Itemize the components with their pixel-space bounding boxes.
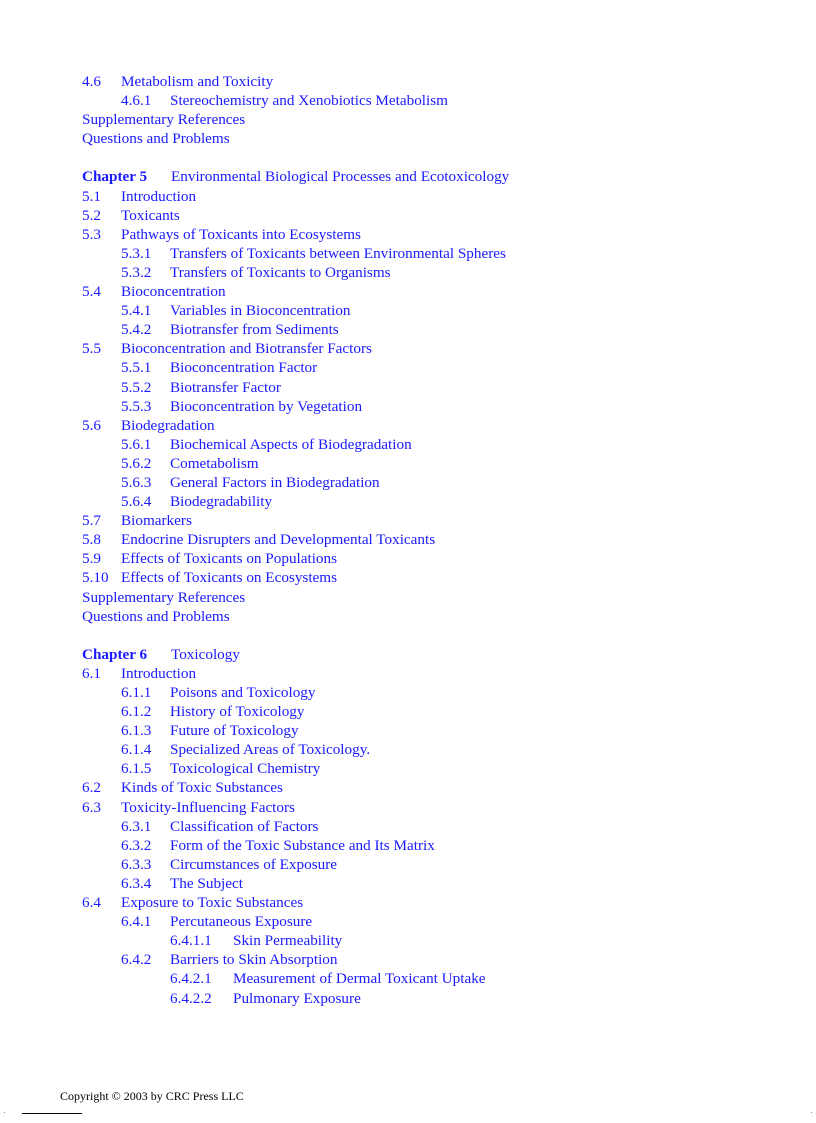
toc-chapter-heading[interactable] [82,167,782,186]
toc-entry-number: 5.9 [82,550,101,568]
toc-entry-title: History of Toxicology [170,703,305,721]
toc-section-link[interactable] [82,72,782,91]
toc-entry-number: 6.1 [82,664,101,682]
toc-entry-number: 6.3.2 [121,836,152,854]
toc-entry-title: Specialized Areas of Toxicology. [170,741,371,759]
toc-subsection-link[interactable] [82,740,782,759]
toc-subsection-link[interactable] [82,492,782,511]
toc-entry-title: Transfers of Toxicants between Environmental Spheres [170,244,506,262]
toc-entry-number: Chapter 6 [82,645,148,663]
toc-subsection-link[interactable] [82,912,782,931]
copyright-footer: Copyright © 2003 by CRC Press LLC [60,1089,244,1103]
toc-entry-number: 6.2 [82,779,101,797]
toc-subsection-link[interactable] [82,358,782,377]
toc-entry-title: Questions and Problems [82,607,230,625]
toc-subsection-link[interactable] [82,855,782,874]
toc-entry-number: 5.6 [82,416,101,434]
toc-entry-title: Percutaneous Exposure [170,913,313,931]
toc-entry-title: Classification of Factors [170,817,319,835]
toc-entry-title: Endocrine Disrupters and Developmental Toxicants [121,531,436,549]
toc-entry-title: Biotransfer from Sediments [170,321,339,339]
toc-entry-number: 5.8 [82,531,101,549]
toc-entry-title: Toxicity-Influencing Factors [121,798,295,816]
toc-entry-number: 6.4.1 [121,913,152,931]
toc-entry-number: 6.3.1 [121,817,152,835]
toc-entry-title: Pulmonary Exposure [233,989,361,1007]
toc-subsection-link[interactable] [82,473,782,492]
toc-section-link[interactable] [82,530,782,549]
toc-subsection-link[interactable] [82,950,782,969]
toc-entry-title: Form of the Toxic Substance and Its Matrix [170,836,435,854]
toc-entry-number: 6.4.2.2 [170,989,212,1007]
toc-subsection-link[interactable] [82,454,782,473]
toc-section-link[interactable] [82,798,782,817]
toc-entry-number: 6.4.2 [121,951,152,969]
toc-section-link[interactable] [82,225,782,244]
toc-entry-number: 6.1.2 [121,703,152,721]
page-corner-mark [4,1112,5,1113]
toc-section-link[interactable] [82,893,782,912]
toc-subsection-link[interactable] [82,263,782,282]
toc-entry-number: 5.3 [82,225,101,243]
toc-entry-number: 6.1.1 [121,684,152,701]
toc-entry-title: General Factors in Biodegradation [170,473,380,491]
toc-entry-number: 6.3.3 [121,855,152,873]
toc-subsection-link[interactable] [82,378,782,397]
toc-entry-title: Metabolism and Toxicity [121,73,274,90]
toc-entry-title: Circumstances of Exposure [170,855,338,873]
toc-entry-title: Effects of Toxicants on Populations [121,550,338,568]
toc-entry-title: Biodegradation [121,416,215,434]
table-of-contents [82,72,782,1008]
toc-subsubsection-link[interactable] [82,931,782,950]
toc-entry-number: 5.10 [82,569,109,587]
toc-section-link[interactable] [82,206,782,225]
toc-chapter-heading[interactable] [82,645,782,664]
toc-entry-number: 5.4.1 [121,302,152,320]
toc-subsection-link[interactable] [82,721,782,740]
toc-entry-title: Stereochemistry and Xenobiotics Metabolism [170,92,448,110]
toc-entry-number: 5.6.3 [121,473,152,491]
toc-subsection-link[interactable] [82,817,782,836]
toc-entry-number: 6.1.3 [121,722,152,740]
toc-entry-title: Effects of Toxicants on Ecosystems [121,569,338,587]
toc-entry-title: Skin Permeability [233,932,343,950]
toc-entry-number: 5.4.2 [121,321,152,339]
toc-entry-title: Bioconcentration by Vegetation [170,397,363,415]
toc-entry-number: 6.3.4 [121,874,152,892]
toc-entry-number: 5.2 [82,206,101,224]
toc-entry-title: Exposure to Toxic Substances [121,894,304,912]
toc-entry-title: Transfers of Toxicants to Organisms [170,263,391,281]
toc-entry-title: Toxicants [121,206,180,224]
toc-entry-number: 5.6.1 [121,435,152,453]
toc-entry-number: 5.6.4 [121,493,152,511]
toc-entry-title: Toxicology [171,645,240,663]
toc-entry-title: Measurement of Dermal Toxicant Uptake [233,970,486,988]
toc-subsection-link[interactable] [82,320,782,339]
toc-entry-title: Pathways of Toxicants into Ecosystems [121,225,361,243]
toc-section-link[interactable] [82,339,782,358]
toc-entry-number: Chapter 5 [82,168,148,186]
toc-section-link[interactable] [82,568,782,587]
toc-entry-title: Poisons and Toxicology [170,684,316,701]
toc-section-link[interactable] [82,282,782,301]
toc-entry-title: Bioconcentration and Biotransfer Factors [121,340,372,358]
toc-subsection-link[interactable] [82,759,782,778]
toc-entry-number: 5.5.1 [121,359,152,377]
toc-entry-number: 6.4.2.1 [170,970,212,988]
toc-backmatter-link[interactable] [82,110,782,129]
toc-entry-title: Toxicological Chemistry [170,760,321,778]
toc-section-link[interactable] [82,187,782,206]
toc-entry-title: Barriers to Skin Absorption [170,951,338,969]
toc-entry-title: Supplementary References [82,111,246,129]
toc-subsection-link[interactable] [82,836,782,855]
toc-entry-number: 6.3 [82,798,101,816]
toc-subsection-link[interactable] [82,91,782,110]
toc-section-link[interactable] [82,664,782,683]
toc-entry-number: 5.5 [82,340,101,358]
toc-entry-number: 5.1 [82,187,101,205]
toc-backmatter-link[interactable] [82,129,782,148]
toc-entry-title: Biochemical Aspects of Biodegradation [170,435,412,453]
toc-entry-title: Introduction [121,187,197,205]
toc-entry-title: The Subject [170,874,243,892]
toc-subsubsection-link[interactable] [82,989,782,1008]
toc-entry-title: Environmental Biological Processes and Ecotoxicology [171,168,510,186]
toc-entry-title: Biomarkers [121,512,192,530]
toc-subsubsection-link[interactable] [82,969,782,988]
toc-entry-number: 5.5.2 [121,378,152,396]
toc-entry-title: Biotransfer Factor [170,378,281,396]
toc-entry-title: Future of Toxicology [170,722,299,740]
toc-spacer [82,148,782,167]
toc-entry-title: Bioconcentration Factor [170,359,318,377]
toc-entry-title: Bioconcentration [121,283,226,301]
toc-section-link[interactable] [82,549,782,568]
toc-section-link[interactable] [82,778,782,797]
toc-subsection-link[interactable] [82,435,782,454]
toc-entry-number: 5.3.1 [121,244,152,262]
toc-entry-number: 4.6.1 [121,92,152,110]
toc-entry-number: 6.4 [82,894,101,912]
toc-entry-title: Biodegradability [170,493,273,511]
toc-entry-title: Introduction [121,664,197,682]
toc-subsection-link[interactable] [82,397,782,416]
toc-subsection-link[interactable] [82,301,782,320]
toc-entry-number: 4.6 [82,73,101,90]
toc-entry-number: 5.7 [82,512,101,530]
toc-subsection-link[interactable] [82,683,782,702]
toc-entry-number: 5.5.3 [121,397,152,415]
toc-subsection-link[interactable] [82,244,782,263]
toc-entry-number: 6.1.5 [121,760,152,778]
toc-backmatter-link[interactable] [82,607,782,626]
toc-spacer [82,626,782,645]
toc-entry-number: 6.1.4 [121,741,152,759]
toc-subsection-link[interactable] [82,702,782,721]
toc-subsection-link[interactable] [82,874,782,893]
toc-entry-number: 5.6.2 [121,454,152,472]
toc-backmatter-link[interactable] [82,588,782,607]
toc-entry-number: 5.3.2 [121,263,152,281]
toc-entry-title: Supplementary References [82,588,246,606]
toc-entry-title: Cometabolism [170,454,259,472]
toc-section-link[interactable] [82,511,782,530]
toc-entry-number: 6.4.1.1 [170,932,212,950]
toc-entry-title: Variables in Bioconcentration [170,302,351,320]
toc-section-link[interactable] [82,416,782,435]
toc-entry-number: 5.4 [82,283,101,301]
toc-entry-title: Questions and Problems [82,130,230,148]
page-corner-mark [811,1112,812,1113]
toc-entry-title: Kinds of Toxic Substances [121,779,283,797]
footer-rule [22,1113,82,1114]
